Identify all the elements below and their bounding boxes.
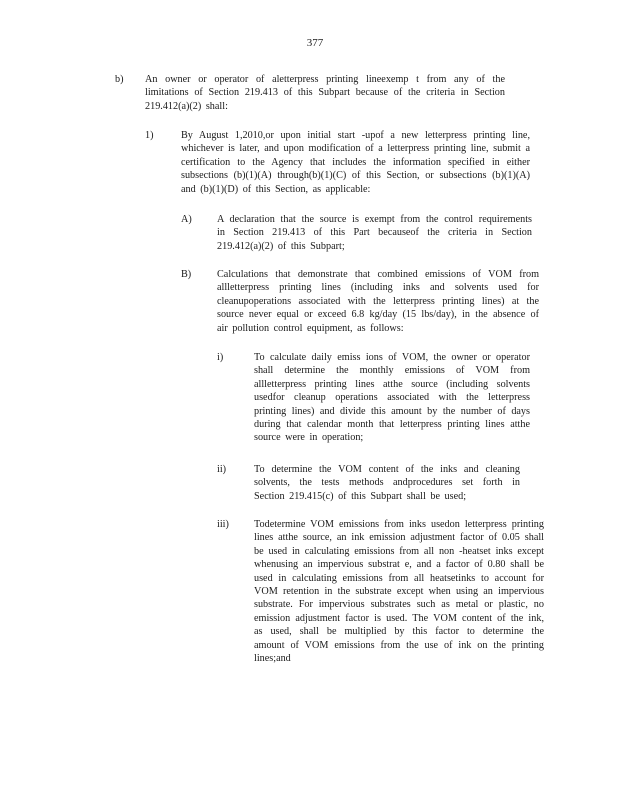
section-b-text: An owner or operator of aletterpress printing lineexemp t from any of the limitations of Section 219.413 of this Subpart because of the criteria in Section 219.412(a)(2) shall: <box>145 74 505 112</box>
item-i-text: To calculate daily emiss ions of VOM, the owner or operator shall determine the monthly emissions of VOM from allletterpress printing lines atthe source (including solvents usedfor cleanup operations associated with the letterpress printing lines) and divide this amount by the number of days during that calendar month that letterpress printing lines atthe source were in operation; <box>254 352 530 444</box>
item-i-marker: i) <box>217 352 224 363</box>
item-A-marker: A) <box>181 214 192 225</box>
item-A-text: A declaration that the source is exempt from the control requirements in Section 219.413 of this Part becauseof the criteria in Section 219.412(a)(2) of this Subpart; <box>217 214 532 252</box>
item-1-text: By August 1,2010,or upon initial start -upof a new letterpress printing line, whichever is later, and upon modification of a letterpress printing line, submit a certification to the Agency that includes the information specified in either subsections (b)(1)(A) through(b)(1)(C) of this Section, or subsections (b)(1)(A) and (b)(1)(D) of this Section, as applicable: <box>181 130 530 195</box>
item-1-marker: 1) <box>145 130 154 141</box>
item-B-marker: B) <box>181 269 192 280</box>
section-b-marker: b) <box>115 74 124 85</box>
item-ii-marker: ii) <box>217 464 227 475</box>
item-B-text: Calculations that demonstrate that combined emissions of VOM from allletterpress printing lines (including inks and solvents used for cleanupoperations associated with the letterpress printing lines) at the source never equal or exceed 6.8 kg/day (15 lbs/day), in the absence of air pollution control equipment, as follows: <box>217 269 539 334</box>
item-iii-marker: iii) <box>217 519 229 530</box>
item-ii-text: To determine the VOM content of the inks and cleaning solvents, the tests methods andprocedures set forth in Section 219.415(c) of this Subpart shall be used; <box>254 464 520 502</box>
item-iii-text: Todetermine VOM emissions from inks usedon letterpress printing lines atthe source, an ink emission adjustment factor of 0.05 shall be used in calculating emissions from all non -heatset inks except whenusing an impervious substrat e, and a factor of 0.80 shall be used in calculating emissions from all heatsetinks to account for VOM retention in the substrate except when using an impervious substrate. For impervious substrates such as metal or plastic, no emission adjustment factor is used. The VOM content of the ink, as used, shall be multiplied by this factor to determine the amount of VOM emissions from the use of ink on the printing lines;and <box>254 519 544 665</box>
page-number: 377 <box>306 37 324 49</box>
